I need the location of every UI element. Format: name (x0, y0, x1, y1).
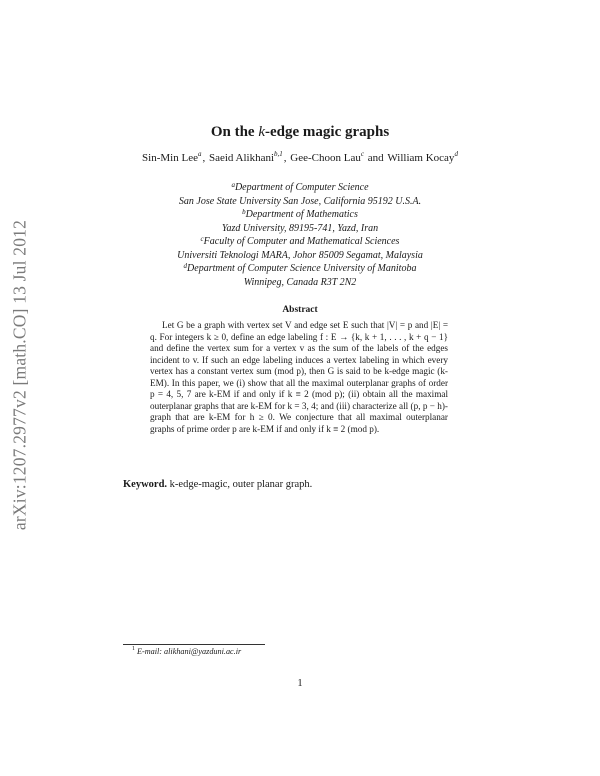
affiliation-mark: c (360, 150, 364, 158)
author-list: Sin-Min Lee$^a$, Saeid Alikhani$^{b,1}$, Gee-Choon Lau$^c$ and William Kocay$^d$ (142, 150, 458, 164)
footnote (132, 647, 241, 656)
footnote-rule (123, 644, 265, 645)
affiliation-line: $^c$Faculty of Computer and Mathematical Sciences (200, 235, 400, 247)
footnote-text: E-mail: alikhani@yazduni.ac.ir (137, 647, 242, 656)
affiliations (0, 181, 600, 289)
keyword-label: Keyword. (123, 479, 168, 490)
affiliation-mark: a (197, 150, 202, 158)
author-name: Saeid Alikhani (208, 152, 275, 164)
affiliation-line: San Jose State University San Jose, California 95192 U.S.A. (178, 195, 422, 207)
author-name: Gee-Choon Lau (290, 152, 361, 164)
affiliation-line: Yazd University, 89195-741, Yazd, Iran (221, 222, 379, 234)
affiliation-mark: b,1 (274, 150, 283, 158)
affiliation-line: $^b$Department of Mathematics (242, 208, 358, 220)
footnote-mark: 1 (132, 646, 135, 652)
author-name: William Kocay (387, 152, 455, 164)
arxiv-id: arXiv:1207.2977v2 [math.CO] 13 Jul 2012 (9, 219, 30, 531)
affiliation-line: Universiti Teknologi MARA, Johor 85009 Segamat, Malaysia (177, 249, 423, 261)
affiliation-mark: d (454, 150, 458, 158)
abstract-heading: Abstract (282, 305, 318, 315)
keywords (123, 479, 483, 490)
affiliation-line: Winnipeg, Canada R3T 2N2 (243, 276, 357, 288)
author-name: Sin-Min Lee (142, 152, 198, 164)
keyword-text: k-edge-magic, outer planar graph. (169, 479, 313, 490)
page-number: 1 (297, 678, 303, 689)
affiliation-line: $^d$Department of Computer Science University of Manitoba (183, 262, 417, 274)
affiliation-line: $^a$Department of Computer Science (231, 181, 369, 193)
abstract-body: Let G be a graph with vertex set V and edge set E such that |V| = p and |E| = q. For integers k ≥ 0, define an edge labeling f : E → {k, k + 1, . . . , k + q − 1} and define the vertex sum for a vertex v as the sum of the labels of the edges incident to v. If such an edge labeling induces a vertex labeling in which every vertex has a constant vertex sum (mod p), then G is said to be k-edge magic (k-EM). In this paper, we (i) show that all the maximal outerplanar graphs of order p = 4, 5, 7 are k-EM if and only if k ≡ 2 (mod p); (ii) obtain all the maximal outerplanar graphs that are k-EM for k = 3, 4; and (iii) characterize all (p, p − h)-graph that are k-EM for h ≥ 0. We conjecture that all maximal outerplanar graphs of prime order p are k-EM if and only if k ≡ 2 (mod p). (150, 320, 448, 434)
paper-title: On the k-edge magic graphs (210, 124, 390, 140)
